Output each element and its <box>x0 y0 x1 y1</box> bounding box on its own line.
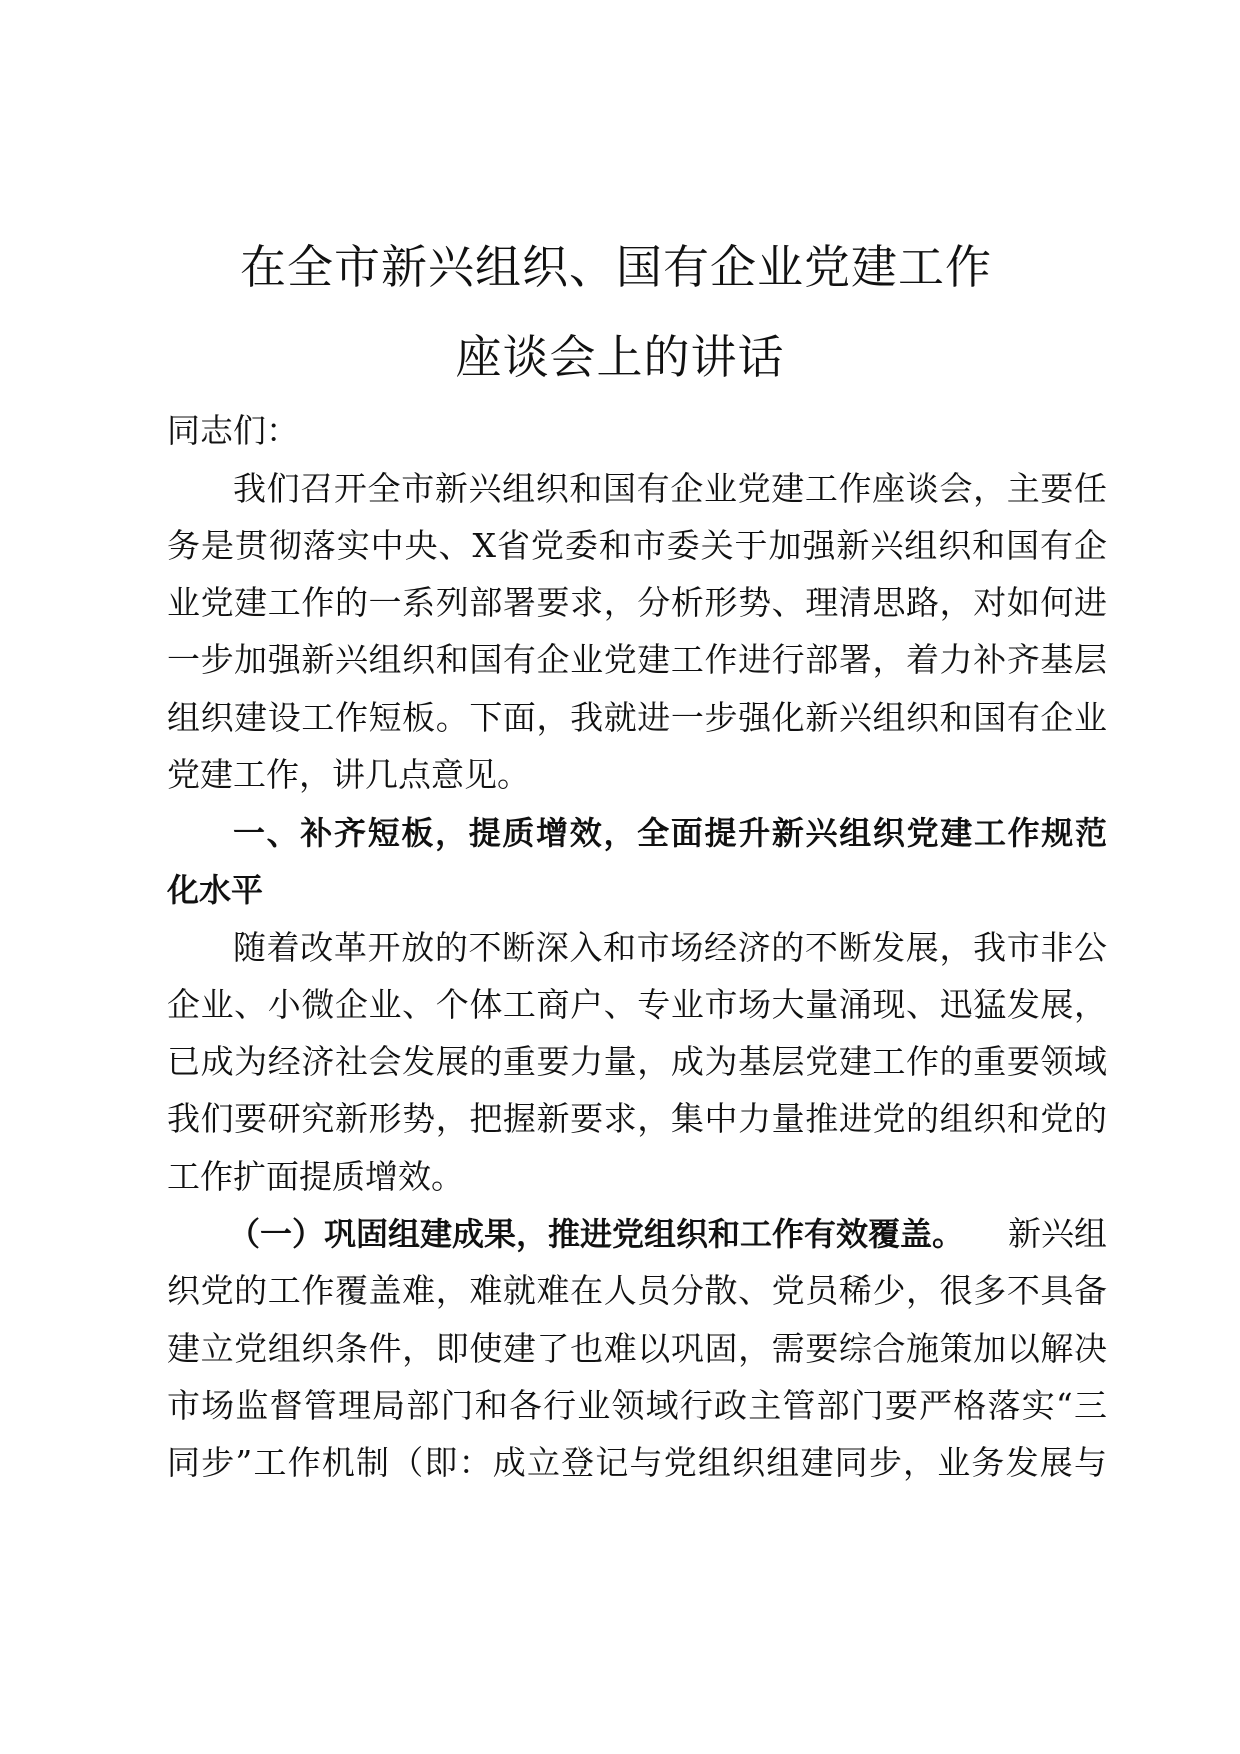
section-heading-1-line-2: 化水平 <box>167 871 264 909</box>
paragraph-1-line-2: 务是贯彻落实中央、X省党委和市委关于加强新兴组织和国有企 <box>167 526 1107 565</box>
section-heading-1-line-1: 一、补齐短板，提质增效，全面提升新兴组织党建工作规范 <box>233 814 1107 852</box>
paragraph-1-line-3: 业党建工作的一系列部署要求，分析形势、理清思路，对如何进 <box>167 583 1107 622</box>
paragraph-3-line-3: 市场监督管理局部门和各行业领域行政主管部门要严格落实“三 <box>167 1386 1107 1425</box>
paragraph-2-line-3: 已成为经济社会发展的重要力量，成为基层党建工作的重要领域 <box>167 1042 1107 1081</box>
paragraph-3-line-1: 织党的工作覆盖难，难就难在人员分散、党员稀少，很多不具备 <box>167 1271 1107 1310</box>
paragraph-1-line-4: 一步加强新兴组织和国有企业党建工作进行部署，着力补齐基层 <box>167 640 1107 679</box>
paragraph-3-line-4: 同步”工作机制（即：成立登记与党组织组建同步，业务发展与 <box>167 1443 1107 1482</box>
paragraph-1-line-6: 党建工作，讲几点意见。 <box>167 755 530 794</box>
paragraph-3-lead: 新兴组 <box>1008 1214 1107 1253</box>
paragraph-1-line-1: 我们召开全市新兴组织和国有企业党建工作座谈会，主要任 <box>233 469 1107 508</box>
paragraph-3-line-2: 建立党组织条件，即使建了也难以巩固，需要综合施策加以解决 <box>167 1329 1107 1368</box>
paragraph-2-line-1: 随着改革开放的不断深入和市场经济的不断发展，我市非公 <box>233 928 1107 967</box>
paragraph-1-line-5: 组织建设工作短板。下面，我就进一步强化新兴组织和国有企业 <box>167 698 1107 737</box>
document-title-line-2: 座谈会上的讲话 <box>455 330 785 384</box>
document-title-line-1: 在全市新兴组织、国有企业党建工作 <box>240 240 992 294</box>
paragraph-2-line-2: 企业、小微企业、个体工商户、专业市场大量涌现、迅猛发展， <box>167 985 1107 1024</box>
paragraph-2-line-4: 我们要研究新形势，把握新要求，集中力量推进党的组织和党的 <box>167 1099 1107 1138</box>
paragraph-2-line-5: 工作扩面提质增效。 <box>167 1157 464 1196</box>
subheading-1: （一）巩固组建成果，推进党组织和工作有效覆盖。 <box>228 1215 965 1253</box>
subheading-1-line <box>228 1212 1107 1256</box>
salutation: 同志们： <box>167 411 299 450</box>
